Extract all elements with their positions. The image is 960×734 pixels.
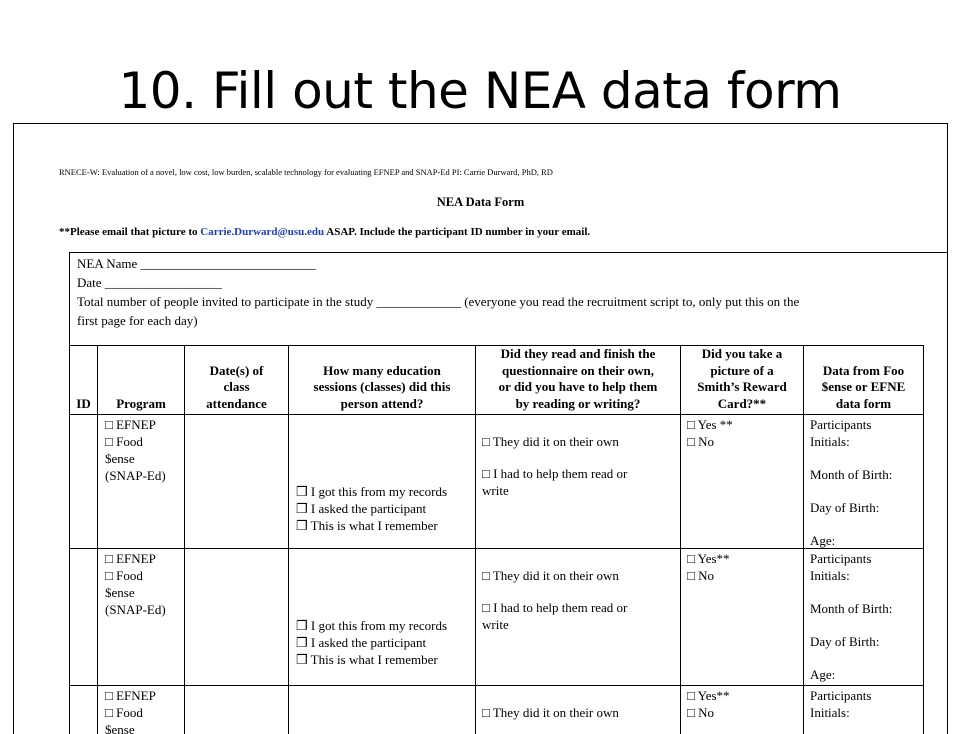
program-efnep-checkbox[interactable]: □ EFNEP [105, 550, 156, 567]
program-label: $ense [105, 584, 135, 601]
remember-option[interactable]: ❒ This is what I remember [296, 517, 438, 534]
no-checkbox[interactable]: □ No [687, 704, 714, 721]
email-address-link[interactable]: Carrie.Durward@usu.edu [200, 226, 324, 238]
date-field: Date __________________ [77, 273, 222, 292]
header-data-from-form: Data from Foo $ense or EFNE data form [804, 346, 924, 415]
intro-section [69, 252, 948, 346]
records-option[interactable]: ❒ I got this from my records [296, 483, 447, 500]
dates-cell[interactable] [185, 686, 289, 734]
month-of-birth-label: Month of Birth: [810, 600, 892, 617]
read-cell [476, 549, 681, 686]
email-instruction [59, 226, 590, 238]
header-program: Program [98, 346, 185, 415]
asked-option[interactable]: ❒ I asked the participant [296, 634, 426, 651]
initials-label-cont: Initials: [810, 567, 850, 584]
program-efnep-checkbox[interactable]: □ EFNEP [105, 687, 156, 704]
yes-checkbox[interactable]: □ Yes ** [687, 416, 733, 433]
picture-cell [681, 415, 804, 549]
id-cell[interactable] [70, 549, 98, 686]
header-picture: Did you take a picture of a Smith’s Reward Card?** [681, 346, 804, 415]
picture-cell [681, 549, 804, 686]
id-cell[interactable] [70, 415, 98, 549]
form-title: NEA Data Form [14, 195, 947, 210]
data-cell [804, 549, 924, 686]
program-label: $ense [105, 450, 135, 467]
initials-label: Participants [810, 550, 871, 567]
table-row [70, 549, 924, 686]
header-sessions: How many education sessions (classes) did this person attend? [289, 346, 476, 415]
email-note-suffix: ASAP. Include the participant ID number in your email. [324, 226, 590, 238]
yes-checkbox[interactable]: □ Yes** [687, 687, 730, 704]
program-cell [98, 549, 185, 686]
help-option[interactable]: □ I had to help them read or [482, 599, 627, 616]
document-image [13, 123, 948, 734]
age-label: Age: [810, 532, 835, 549]
email-note-prefix: **Please email that picture to [59, 226, 200, 238]
records-option[interactable]: ❒ I got this from my records [296, 617, 447, 634]
age-label: Age: [810, 666, 835, 683]
sessions-cell[interactable] [289, 686, 476, 734]
study-title-line: RNECE-W: Evaluation of a novel, low cost, low burden, scalable technology for evaluating EFNEP and SNAP-Ed PI: Carrie Durward, PhD, RD [59, 167, 553, 177]
header-dates: Date(s) of class attendance [185, 346, 289, 415]
initials-label: Participants [810, 416, 871, 433]
dates-cell[interactable] [185, 415, 289, 549]
remember-option[interactable]: ❒ This is what I remember [296, 651, 438, 668]
program-label: $ense [105, 721, 135, 734]
program-cell [98, 415, 185, 549]
picture-cell [681, 686, 804, 734]
program-food-checkbox[interactable]: □ Food [105, 704, 143, 721]
month-of-birth-label: Month of Birth: [810, 466, 892, 483]
table-header-row [70, 346, 924, 415]
help-option[interactable]: □ I had to help them read or [482, 465, 627, 482]
asked-option[interactable]: ❒ I asked the participant [296, 500, 426, 517]
total-invited-line-1: Total number of people invited to participate in the study _____________ (everyone you read the recruitment script to, only put this on the [77, 292, 799, 311]
no-checkbox[interactable]: □ No [687, 433, 714, 450]
day-of-birth-label: Day of Birth: [810, 633, 879, 650]
own-option[interactable]: □ They did it on their own [482, 567, 619, 584]
initials-label-cont: Initials: [810, 704, 850, 721]
data-cell [804, 686, 924, 734]
program-food-checkbox[interactable]: □ Food [105, 433, 143, 450]
read-cell [476, 686, 681, 734]
program-cell [98, 686, 185, 734]
day-of-birth-label: Day of Birth: [810, 499, 879, 516]
program-food-checkbox[interactable]: □ Food [105, 567, 143, 584]
program-efnep-checkbox[interactable]: □ EFNEP [105, 416, 156, 433]
initials-label-cont: Initials: [810, 433, 850, 450]
table-row [70, 415, 924, 549]
help-option-cont: write [482, 616, 509, 633]
program-label: (SNAP-Ed) [105, 467, 166, 484]
no-checkbox[interactable]: □ No [687, 567, 714, 584]
header-read: Did they read and finish the questionnaire on their own, or did you have to help them by reading or writing? [476, 346, 681, 415]
slide-title: 10. Fill out the NEA data form [0, 58, 960, 124]
own-option[interactable]: □ They did it on their own [482, 704, 619, 721]
data-cell [804, 415, 924, 549]
sessions-cell [289, 549, 476, 686]
help-option-cont: write [482, 482, 509, 499]
table-row [70, 686, 924, 734]
own-option[interactable]: □ They did it on their own [482, 433, 619, 450]
total-invited-line-2: first page for each day) [77, 311, 198, 330]
read-cell [476, 415, 681, 549]
sessions-cell [289, 415, 476, 549]
yes-checkbox[interactable]: □ Yes** [687, 550, 730, 567]
nea-name-field: NEA Name ___________________________ [77, 254, 316, 273]
initials-label: Participants [810, 687, 871, 704]
program-label: (SNAP-Ed) [105, 601, 166, 618]
header-id: ID [70, 346, 98, 415]
participant-table [69, 345, 924, 734]
dates-cell[interactable] [185, 549, 289, 686]
id-cell[interactable] [70, 686, 98, 734]
